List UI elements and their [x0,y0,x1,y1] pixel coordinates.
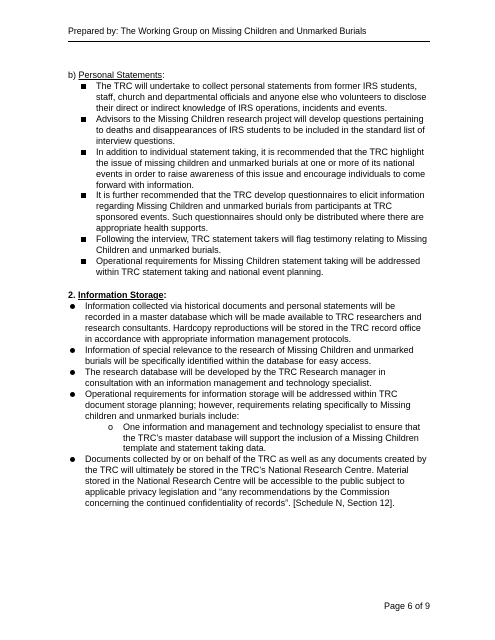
list-item [68,389,430,422]
list-item-text: It is further recommended that the TRC develop questionnaires to elicit information regarding Missing Children and unmarked burials from participants at TRC sponsored events. Such questionnaires should only be distributed where there are appropriate health supports. [96,190,425,234]
list-item-text: Following the interview, TRC statement takers will flag testimony relating to Missing Children and unmarked burials. [96,234,427,256]
list-item [73,234,430,256]
list-item [73,147,430,191]
section-2-list-continued [68,454,430,509]
list-item [68,345,430,367]
document-body [68,70,430,509]
round-bullet-icon [70,457,75,462]
section-b-suffix: : [162,70,165,80]
section-2-heading [68,290,430,301]
square-bullet-icon [81,237,86,242]
list-item-text: Advisors to the Missing Children research project will develop questions pertaining to deaths and disappearances of IRS students to be included in the standard list of interview questions. [96,113,425,146]
section-2-suffix: : [163,290,167,301]
section-2-list [68,301,430,421]
list-item [73,256,430,278]
sub-list-item [68,422,430,455]
square-bullet-icon [81,117,86,122]
section-b-prefix: b) [68,70,79,80]
list-item [73,190,430,234]
page-number: Page 6 of 9 [383,601,430,611]
section-2-prefix: 2. [68,290,79,301]
list-item [73,114,430,147]
list-item [68,454,430,509]
sub-list-item-text: One information and management and technology specialist to ensure that the TRC’s master database will support the inclusion of a Missing Children template and statement taking data. [123,421,421,454]
round-bullet-icon [70,348,75,353]
square-bullet-icon [81,193,86,198]
list-item-text: The TRC will undertake to collect personal statements from former IRS students, staff, church and departmental officials and anyone else who volunteers to disclose their direct or indirect knowledge of IRS operations, incidents and events. [96,80,427,113]
section-b-title: Personal Statements [78,70,163,80]
section-2-sublist [68,422,430,455]
square-bullet-icon [81,150,86,155]
list-item [68,301,430,345]
page-header: Prepared by: The Working Group on Missing Children and Unmarked Burials [68,26,430,42]
round-bullet-icon [70,304,75,309]
list-item-text: Operational requirements for information storage will be addressed within TRC document storage planning; however, requirements relating specifically to Missing children and unmarked burials include: [85,388,411,421]
circle-bullet-icon: o [108,421,114,432]
list-item [73,81,430,114]
section-b-list [68,81,430,278]
list-item-text: In addition to individual statement taking, it is recommended that the TRC highlight the issue of missing children and unmarked burials at one or more of its national events in order to raise awareness of this issue and encourage individuals to come forward with information. [96,146,426,190]
square-bullet-icon [81,259,86,264]
list-item-text: The research database will be developed by the TRC Research manager in consultation with an information management and technology specialist. [85,366,386,388]
list-item-text: Information collected via historical documents and personal statements will be recorded in a master database which will be made available to TRC researchers and research consultants. Hardcopy reproductions will be stored in the TRC record office in accordance with appropriate information management protocols. [85,301,422,344]
list-item-text: Documents collected by or on behalf of the TRC as well as any documents created by the TRC will ultimately be stored in the TRC’s National Research Centre. Material stored in the National Research Centre will be accessible to the public subject to applicable privacy legislation and “any recommendations by the Commission concerning the continued confidentiality of records”. [Schedule N, Section 12]. [85,454,427,509]
round-bullet-icon [70,370,75,375]
section-2-title: Information Storage [78,290,164,301]
list-item-text: Operational requirements for Missing Children statement taking will be addressed within TRC statement taking and national event planning. [96,256,421,278]
list-item [68,367,430,389]
section-b-heading [68,70,430,81]
round-bullet-icon [70,392,75,397]
list-item-text: Information of special relevance to the research of Missing Children and unmarked burials will be specifically identified within the database for easy access. [85,344,414,366]
square-bullet-icon [81,84,86,89]
